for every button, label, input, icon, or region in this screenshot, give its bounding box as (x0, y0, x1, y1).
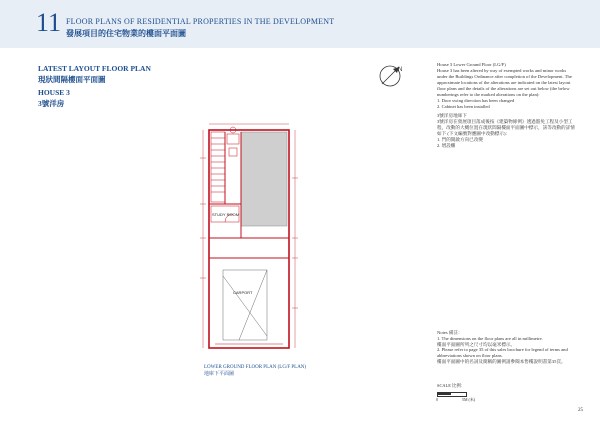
alteration-description (437, 62, 577, 149)
note-2-zh: 樓面平面圖中的名詞及簡稱的圖例請參閱本售樓說明書第35頁。 (437, 358, 566, 364)
room-label-study: STUDY ROOM (212, 212, 240, 217)
plan-caption-en: LOWER GROUND FLOOR PLAN (LG/F PLAN) (204, 365, 307, 370)
north-label: N (398, 67, 403, 73)
section-number: 11 (36, 8, 62, 37)
house-title-en: HOUSE 3 (38, 88, 70, 97)
plan-caption-zh: 地庫下平面圖 (204, 372, 235, 377)
description-body-zh: 3號洋房在發展項目落成後按《建築物條例》透過豁免工程及小型工程，改動的大概位置在現狀間隔樓面平面圖中標示，該等改動的詳情如下 (下文編號對應圖中改動標示)： (437, 119, 575, 136)
description-heading-zh: 3號洋房地庫下 (437, 113, 467, 118)
plan-caption (204, 364, 306, 378)
room-label-carport: CARPORT (233, 290, 253, 295)
notes-heading: Notes 備註： (437, 330, 463, 335)
note-1-zh: 樓面平面圖所列之尺寸均以毫米標示。 (437, 341, 516, 347)
floor-plan-drawing (195, 118, 305, 362)
description-item-2-en: 2. Cabinet has been installed (437, 104, 490, 109)
notes (437, 330, 577, 365)
description-body-en: House 3 has been altered by way of exempted works and minor works under the Buildings Ordinance after completion of the Development. The approximate locations of the alterations are indicated on the latest layout floor plans and the details of the alterations are set out below (the below numberings refer to the marked alterations on the plan): (437, 68, 572, 97)
section-title-zh: 現狀間隔樓面平面圖 (38, 75, 106, 84)
note-1-en: 1. The dimensions on the floor plans are all in millimetre. (437, 335, 543, 341)
header-title-en: FLOOR PLANS OF RESIDENTIAL PROPERTIES IN THE DEVELOPMENT (66, 17, 335, 26)
description-heading-en: House 3 Lower Ground Floor (LG/F) (437, 62, 506, 67)
description-item-1-zh: 1. 門的開啟方向已改變 (437, 137, 483, 142)
scale-label: SCALE 比例： (437, 383, 466, 388)
note-2-en: 2. Please refer to page 35 of this sales brochure for legend of terms and abbreviations shown on floor plans. (437, 347, 568, 359)
north-arrow-icon (378, 62, 406, 90)
scale-end: 5M (米) (462, 397, 476, 402)
scale-bar-fill (437, 392, 451, 395)
header-title-zh: 發展項目的住宅物業的樓面平面圖 (66, 29, 186, 38)
description-item-2-zh: 2. 增設櫃 (437, 143, 456, 148)
scale-start: 0 (436, 397, 438, 402)
page-number: 25 (578, 408, 583, 413)
description-item-1-en: 1. Door swing direction has been changed (437, 98, 515, 103)
house-title-zh: 3號洋房 (38, 99, 65, 108)
section-title-en: LATEST LAYOUT FLOOR PLAN (38, 64, 151, 73)
